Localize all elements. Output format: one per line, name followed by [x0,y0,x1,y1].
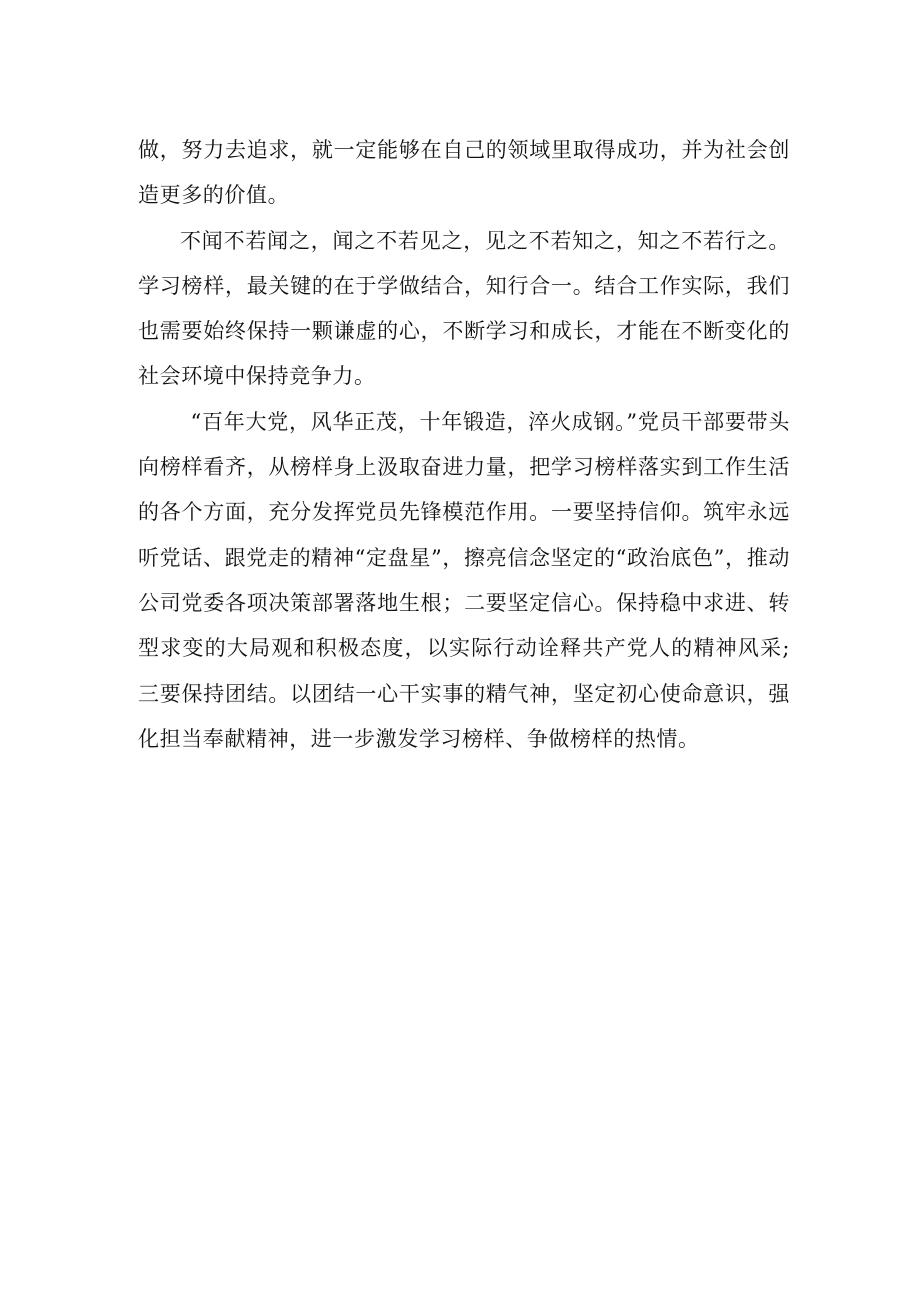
paragraph-continuation: 做，努力去追求，就一定能够在自己的领域里取得成功，并为社会创造更多的价值。 [138,138,790,208]
paragraph-knowledge-action: 不闻不若闻之，闻之不若见之，见之不若知之，知之不若行之。学习榜样，最关键的在于学做结合，知行合一。结合工作实际，我们也需要始终保持一颗谦虚的心，不断学习和成长，才能在不断变化的社会环境中保持竞争力。 [138,228,790,389]
paragraph-party-members: “百年大党，风华正茂，十年锻造，淬火成钢。”党员干部要带头向榜样看齐，从榜样身上汲取奋进力量，把学习榜样落实到工作生活的各个方面，充分发挥党员先锋模范作用。一要坚持信仰。筑牢永远听党话、跟党走的精神“定盘星”，擦亮信念坚定的“政治底色”，推动公司党委各项决策部署落地生根；二要坚定信心。保持稳中求进、转型求变的大局观和积极态度，以实际行动诠释共产党人的精神风采;三要保持团结。以团结一心干实事的精气神，坚定初心使命意识，强化担当奉献精神，进一步激发学习榜样、争做榜样的热情。 [138,409,790,751]
document-body [138,128,790,762]
